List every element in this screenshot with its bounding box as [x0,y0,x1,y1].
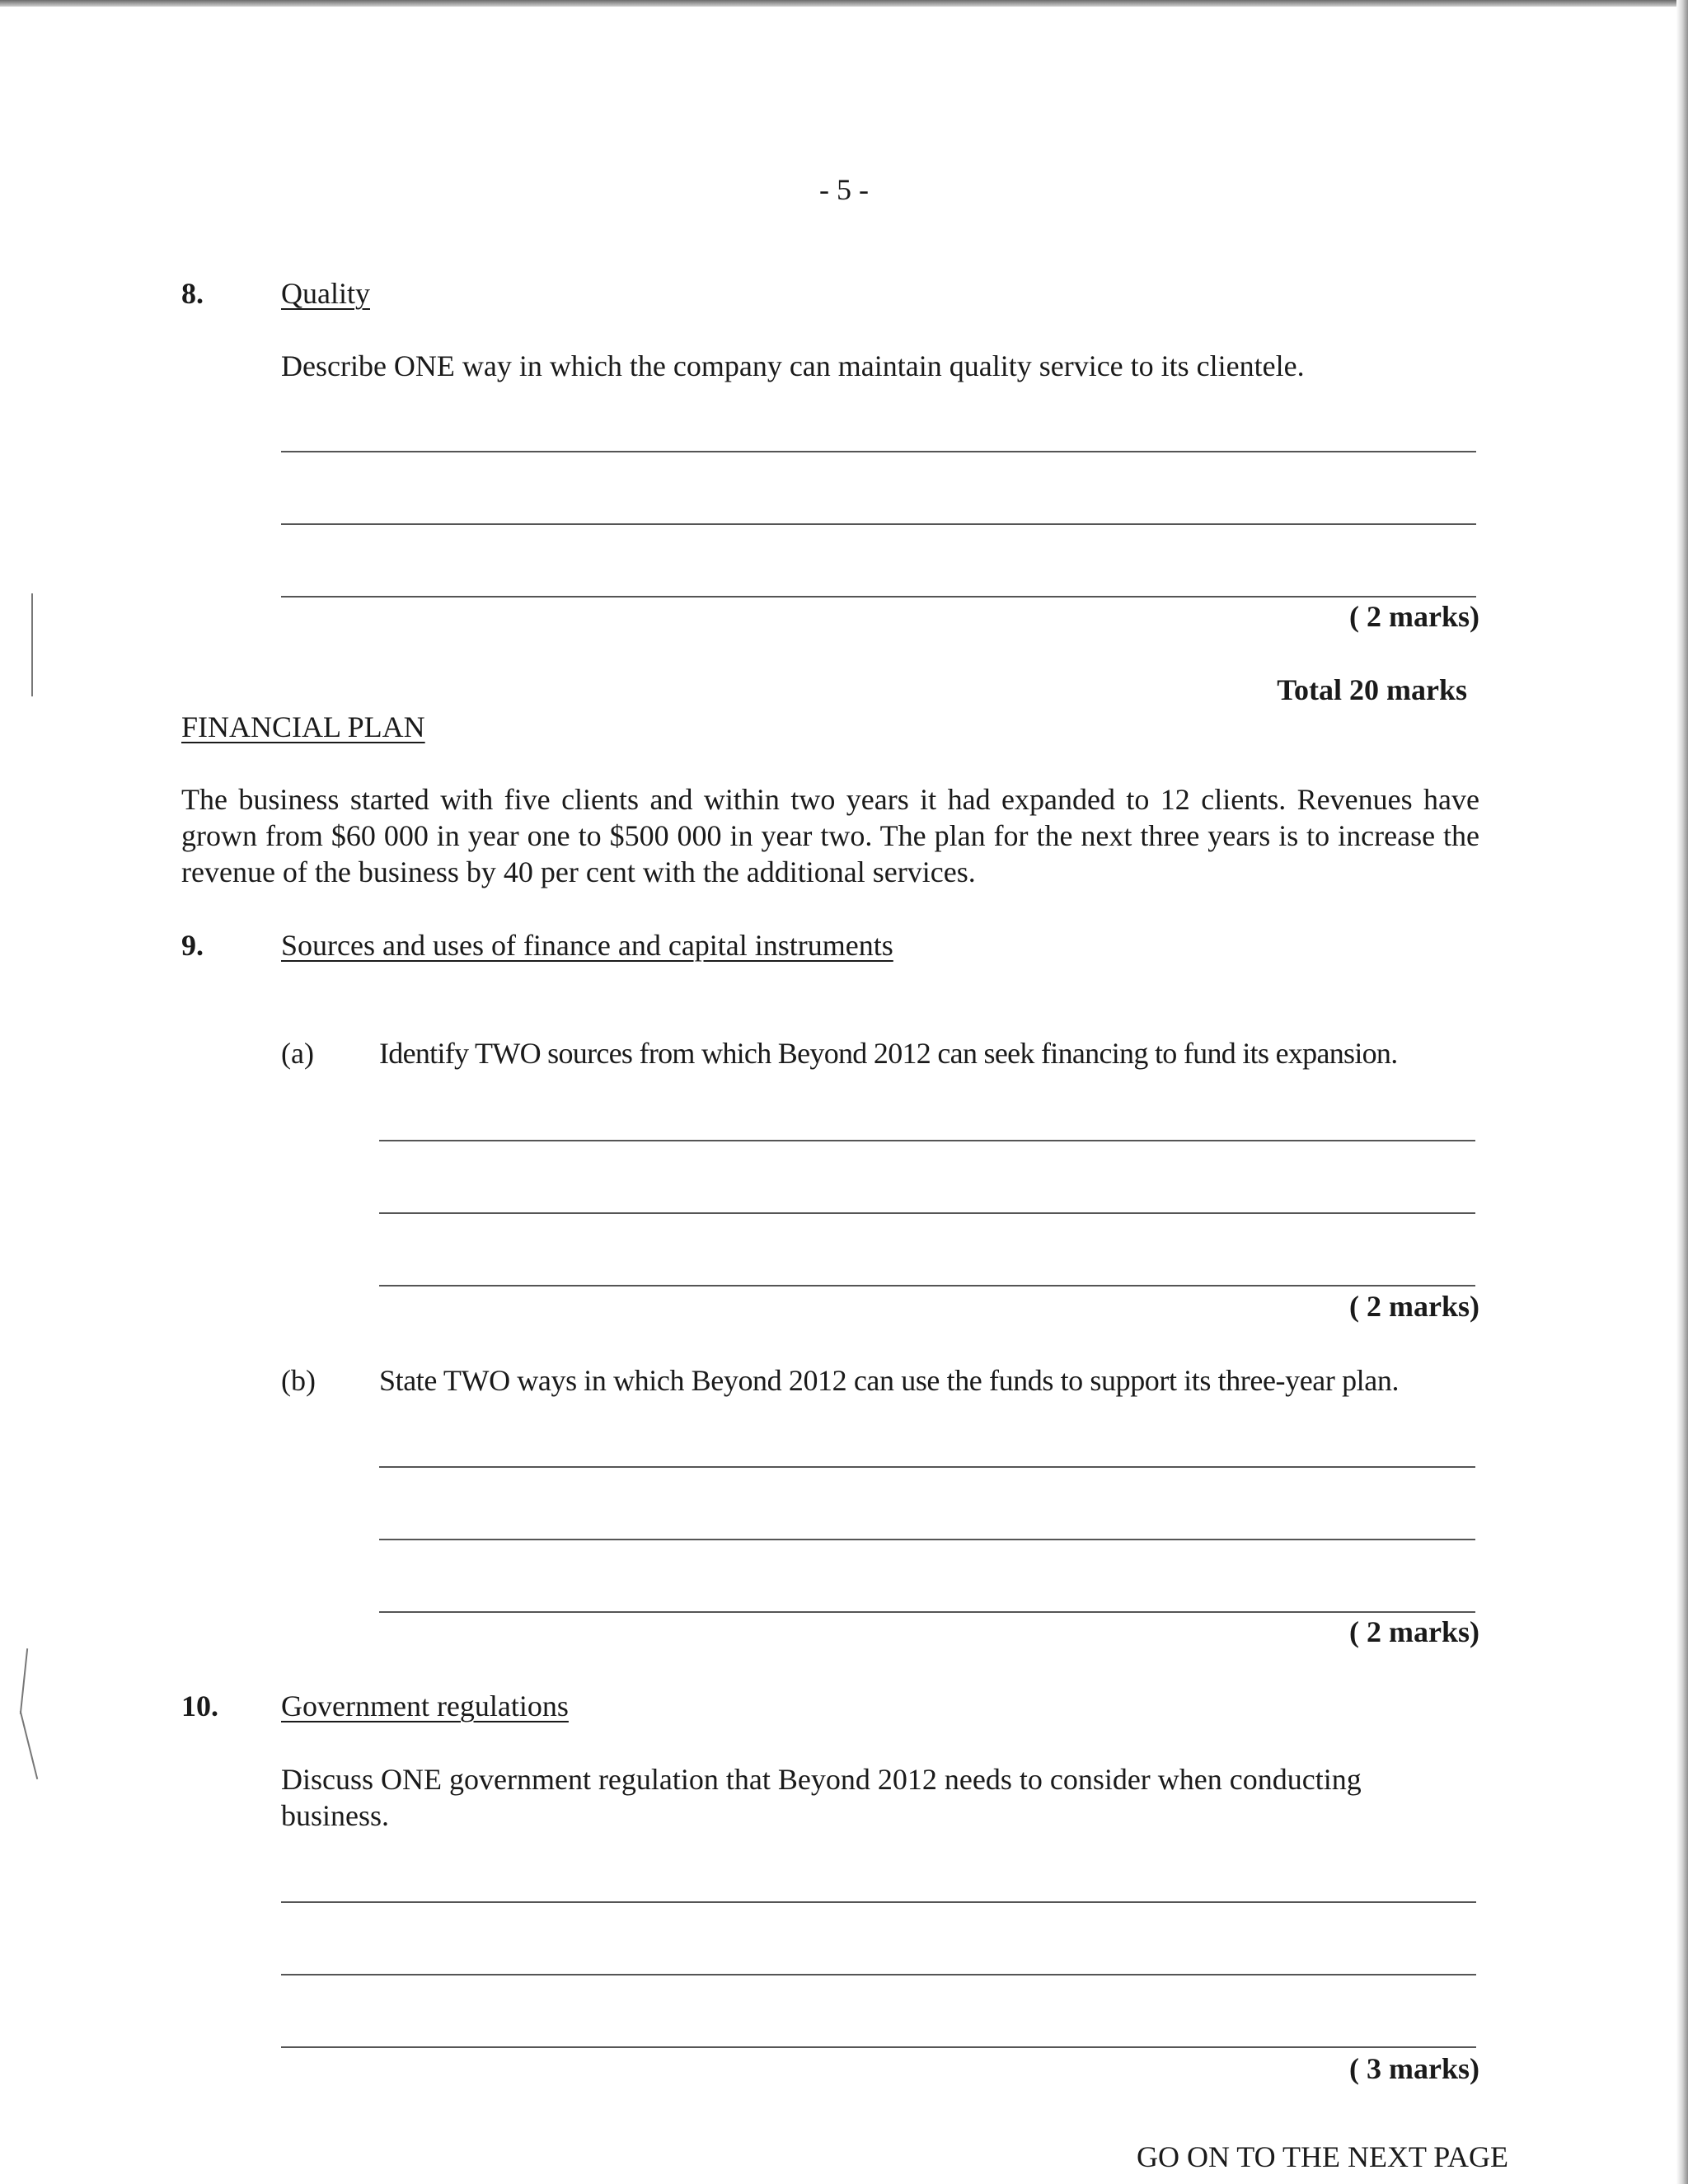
question-prompt: Describe ONE way in which the company can maintain quality service to its clientele. [281,349,1305,382]
part-prompt: State TWO ways in which Beyond 2012 can use the funds to support its three-year plan. [379,1364,1400,1397]
answer-line[interactable] [379,1212,1475,1214]
total-marks: Total 20 marks [1277,673,1467,706]
margin-mark [20,1648,28,1714]
marks-label: ( 3 marks) [1349,2052,1479,2085]
question-number: 9. [181,929,204,962]
part-label: (a) [281,1037,314,1070]
answer-line[interactable] [281,596,1476,598]
question-title: Government regulations [281,1690,569,1722]
part-label: (b) [281,1364,316,1397]
answer-line[interactable] [379,1285,1475,1286]
scan-edge-right [1676,0,1688,2184]
footer-next-page: GO ON TO THE NEXT PAGE [1136,2140,1508,2173]
part-prompt: Identify TWO sources from which Beyond 2012 can seek financing to fund its expansion. [379,1037,1398,1070]
page-number: - 5 - [819,173,869,206]
answer-line[interactable] [281,1901,1476,1903]
marks-label: ( 2 marks) [1349,600,1479,633]
question-title: Sources and uses of finance and capital instruments [281,929,893,962]
question-prompt: Discuss ONE government regulation that Beyond 2012 needs to consider when conducting business. [281,1763,1362,1832]
question-number: 10. [181,1690,218,1722]
answer-line[interactable] [379,1611,1475,1613]
question-title: Quality [281,277,370,310]
scan-edge-top [0,0,1688,7]
question-number: 8. [181,277,204,310]
answer-line[interactable] [379,1466,1475,1468]
section-title: FINANCIAL PLAN [181,710,425,743]
answer-line[interactable] [281,451,1476,452]
answer-line[interactable] [281,2046,1476,2048]
marks-label: ( 2 marks) [1349,1615,1479,1648]
answer-line[interactable] [379,1539,1475,1540]
answer-line[interactable] [281,523,1476,525]
answer-line[interactable] [379,1140,1475,1141]
section-paragraph: The business started with five clients and within two years it had expanded to 12 clients. Revenues have grown from $60 000 in year one to $500 000 in year two. The plan for the next three years is to increase the revenue of the business by 40 per cent with the additional services. [181,783,1479,888]
marks-label: ( 2 marks) [1349,1290,1479,1323]
answer-line[interactable] [281,1974,1476,1975]
margin-mark [20,1711,39,1779]
margin-mark [31,593,33,696]
